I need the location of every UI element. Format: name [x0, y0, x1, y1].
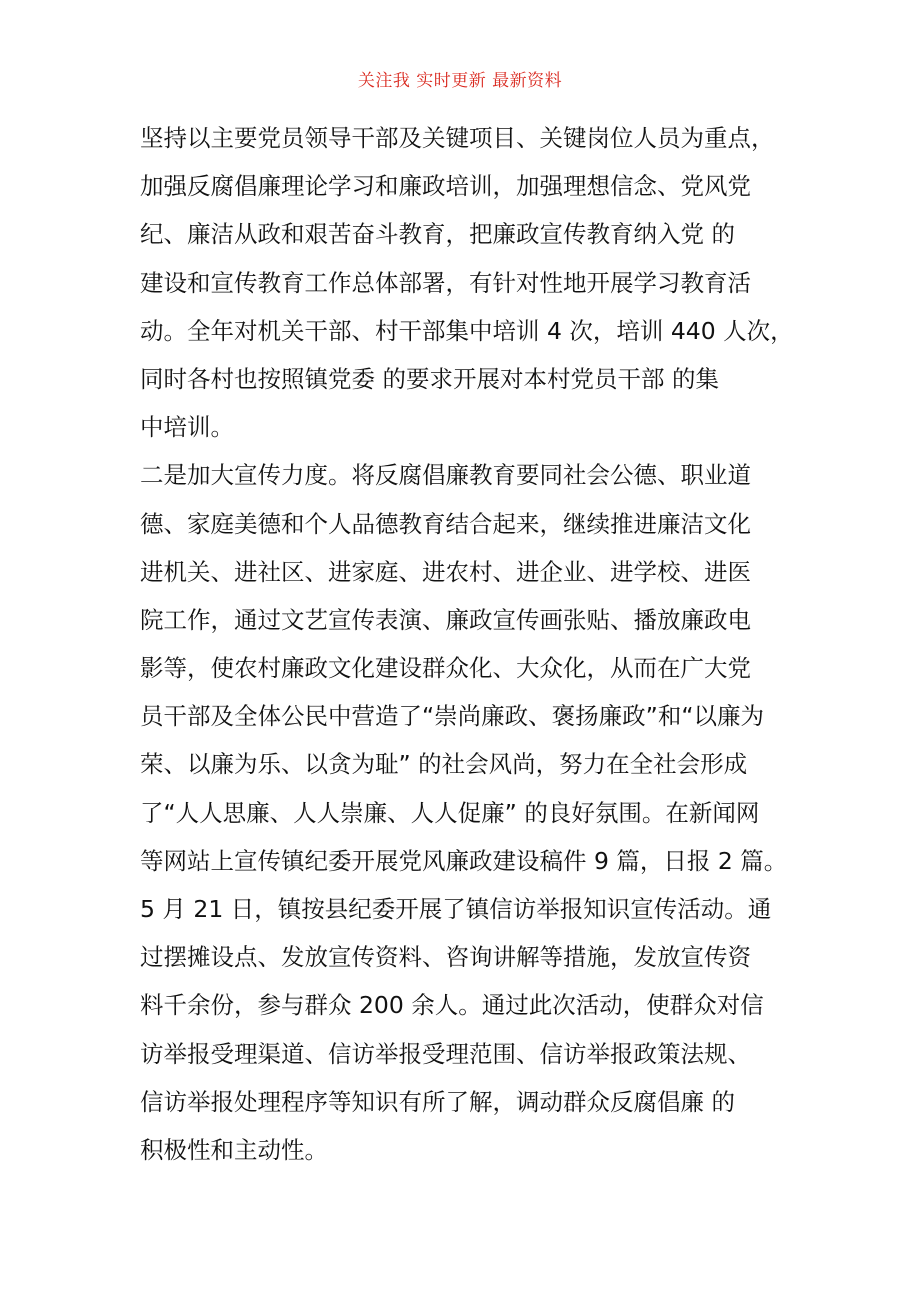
- text-line: 了“人人思廉、人人崇廉、人人促廉” 的良好氛围。在新闻网: [140, 798, 760, 827]
- text-line: 信访举报处理程序等知识有所了解，调动群众反腐倡廉 的: [140, 1087, 735, 1116]
- page-header-promo: 关注我 实时更新 最新资料: [357, 71, 563, 91]
- document-body: [140, 114, 810, 1174]
- text-line: 等网站上宣传镇纪委开展党风廉政建设稿件 9 篇，日报 2 篇。: [140, 846, 788, 875]
- text-line: 中培训。: [140, 413, 234, 442]
- text-line: 加强反腐倡廉理论学习和廉政培训，加强理想信念、党风党: [140, 172, 751, 201]
- text-line: 影等，使农村廉政文化建设群众化、大众化，从而在广大党: [140, 654, 751, 683]
- text-line: 积极性和主动性。: [140, 1135, 328, 1164]
- text-line: 纪、廉洁从政和艰苦奋斗教育，把廉政宣传教育纳入党 的: [140, 220, 735, 249]
- text-line: 动。全年对机关干部、村干部集中培训 4 次，培训 440 人次，: [140, 316, 794, 345]
- text-line: 访举报受理渠道、信访举报受理范围、信访举报政策法规、: [140, 1039, 751, 1068]
- text-line: 过摆摊设点、发放宣传资料、咨询讲解等措施，发放宣传资: [140, 943, 751, 972]
- text-line: 二是加大宣传力度。将反腐倡廉教育要同社会公德、职业道: [140, 461, 751, 490]
- text-line: 员干部及全体公民中营造了“崇尚廉政、褒扬廉政”和“以廉为: [140, 702, 765, 731]
- text-line: 德、家庭美德和个人品德教育结合起来，继续推进廉洁文化: [140, 509, 751, 538]
- text-line: 同时各村也按照镇党委 的要求开展对本村党员干部 的集: [140, 364, 719, 393]
- text-line: 5 月 21 日，镇按县纪委开展了镇信访举报知识宣传活动。通: [140, 895, 772, 923]
- text-line: 建设和宣传教育工作总体部署，有针对性地开展学习教育活: [140, 268, 751, 297]
- text-line: 坚持以主要党员领导干部及关键项目、关键岗位人员为重点，: [140, 124, 775, 152]
- text-line: 料千余份，参与群众 200 余人。通过此次活动，使群众对信: [140, 991, 764, 1020]
- text-line: 院工作，通过文艺宣传表演、廉政宣传画张贴、播放廉政电: [140, 605, 751, 634]
- text-line: 进机关、进社区、进家庭、进农村、进企业、进学校、进医: [140, 557, 751, 586]
- text-line: 荣、以廉为乐、以贪为耻” 的社会风尚，努力在全社会形成: [140, 750, 748, 779]
